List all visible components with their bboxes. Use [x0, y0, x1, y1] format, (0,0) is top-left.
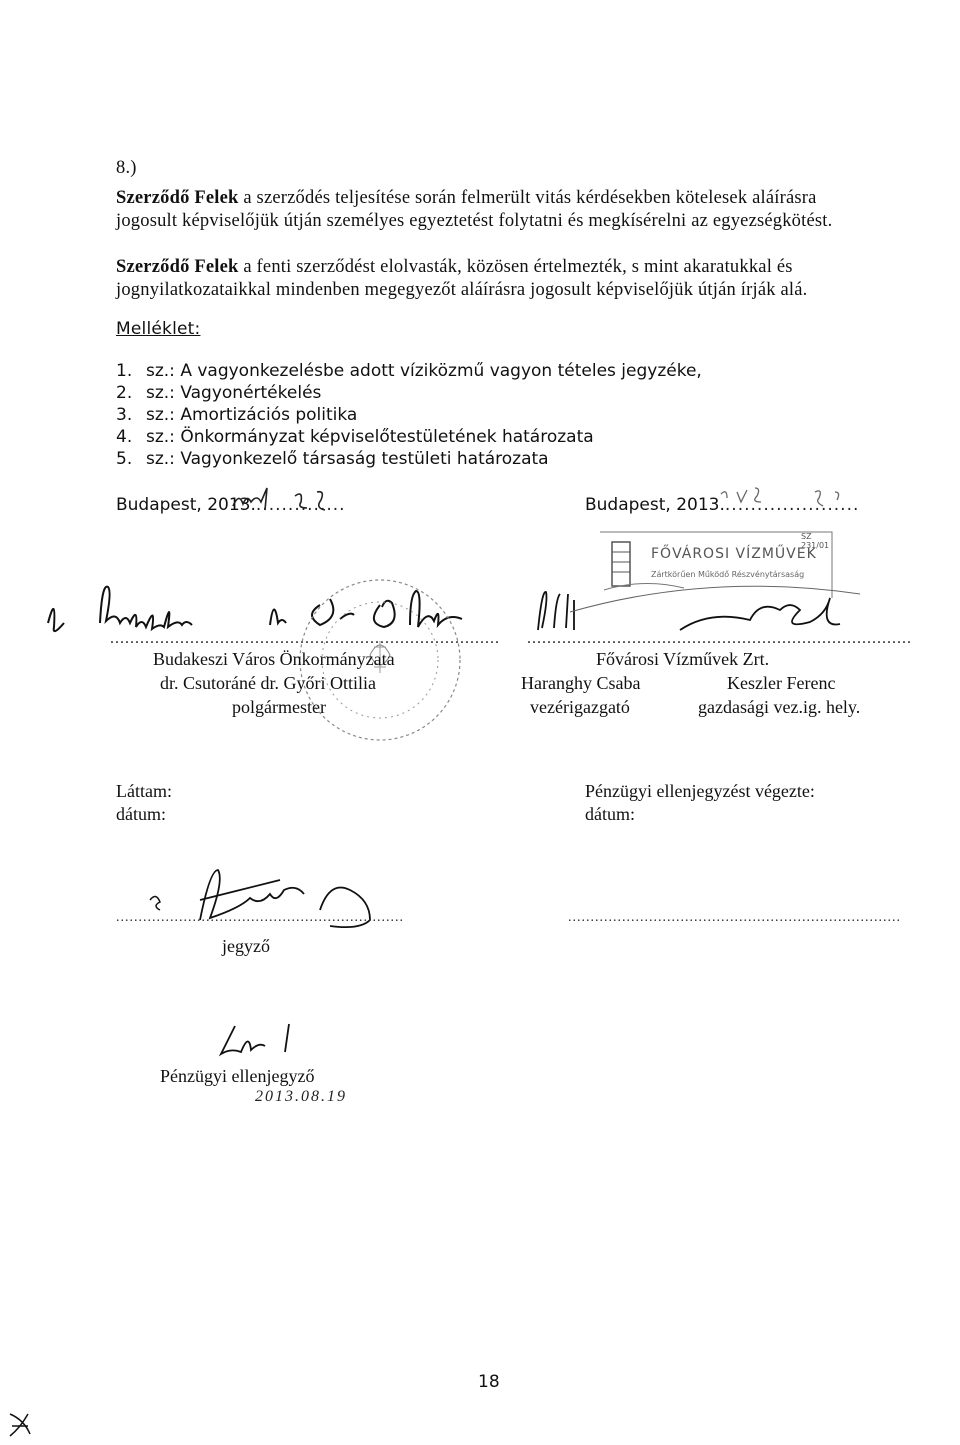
annex-list: [116, 360, 702, 470]
left-signatory-name: dr. Csutoráné dr. Győri Ottilia: [160, 673, 376, 693]
handwritten-date-left: [225, 478, 365, 518]
right-date: Budapest, 2013......................: [585, 495, 860, 515]
stamp-code: SZ 231/01: [801, 532, 830, 550]
notary-dotted-line: ................................................................: [116, 910, 404, 925]
paragraph-2-line-2: jognyilatkozataikkal mindenben megegyezőt aláírásra jogosult képviselőjük útján írják alá.: [116, 280, 808, 300]
handwritten-date-right: [715, 478, 855, 518]
section-number: 8.): [116, 158, 137, 178]
annex-item: 1. sz.: A vagyonkezelésbe adott víziközmű vagyon tételes jegyzéke,: [116, 361, 702, 381]
right-signature-dotted-line: .............................................................................: [527, 630, 912, 647]
annex-item: 3. sz.: Amortizációs politika: [116, 405, 358, 425]
annex-item: 5. sz.: Vagyonkezelő társaság testületi határozata: [116, 449, 549, 469]
annex-title: Melléklet:: [116, 319, 201, 339]
left-signatory-title: polgármester: [232, 697, 326, 717]
paragraph-1-line-1: [116, 187, 817, 209]
finance-dotted-line: ..........................................................................: [568, 910, 901, 925]
right-signatory-org: Fővárosi Vízművek Zrt.: [596, 649, 770, 669]
paragraph-2-lead: Szerződő Felek: [116, 257, 239, 277]
initials-mark: [6, 1410, 36, 1440]
right-signatory-name-2: Keszler Ferenc: [727, 673, 836, 693]
paragraph-1-line-2: jogosult képviselőjük útján személyes egyeztetést folytatni és megkísérelni az egyezségkötést.: [116, 211, 833, 231]
signature-finance-notary: [215, 1020, 325, 1065]
stamp-subtitle: Zártkörűen Működő Részvénytársaság: [651, 570, 805, 579]
paragraph-1-lead: Szerződő Felek: [116, 188, 239, 208]
left-signatory-org: Budakeszi Város Önkormányzata: [153, 649, 395, 669]
page-number: 18: [478, 1372, 500, 1392]
finance-date-label: dátum:: [585, 804, 635, 824]
left-date: Budapest, 2013...............: [116, 495, 346, 515]
right-signatory-title-1: vezérigazgató: [530, 697, 630, 717]
finance-notary-title: Pénzügyi ellenjegyző: [160, 1066, 315, 1086]
finance-label: Pénzügyi ellenjegyzést végezte:: [585, 781, 815, 801]
seen-date-label: dátum:: [116, 804, 166, 824]
paragraph-1-line-1-text: a szerződés teljesítése során felmerült vitás kérdésekben kötelesek aláírásra: [238, 188, 817, 208]
right-signatory-title-2: gazdasági vez.ig. hely.: [698, 697, 861, 717]
handwritten-date: 2013.08.19: [255, 1088, 347, 1105]
paragraph-2-line-1: [116, 256, 793, 278]
seen-label: Láttam:: [116, 781, 172, 801]
right-signatory-name-1: Haranghy Csaba: [521, 673, 641, 693]
left-signature-dotted-line: ..............................................................................: [110, 630, 500, 647]
annex-item: 4. sz.: Önkormányzat képviselőtestületének határozata: [116, 427, 594, 447]
notary-title: jegyző: [222, 936, 270, 956]
stamp-name: FŐVÁROSI VÍZMŰVEK: [651, 546, 817, 562]
paragraph-2-line-1-text: a fenti szerződést elolvasták, közösen értelmezték, s mint akaratukkal és: [238, 257, 793, 277]
signature-notary: [140, 860, 400, 940]
annex-item: 2. sz.: Vagyonértékelés: [116, 383, 322, 403]
